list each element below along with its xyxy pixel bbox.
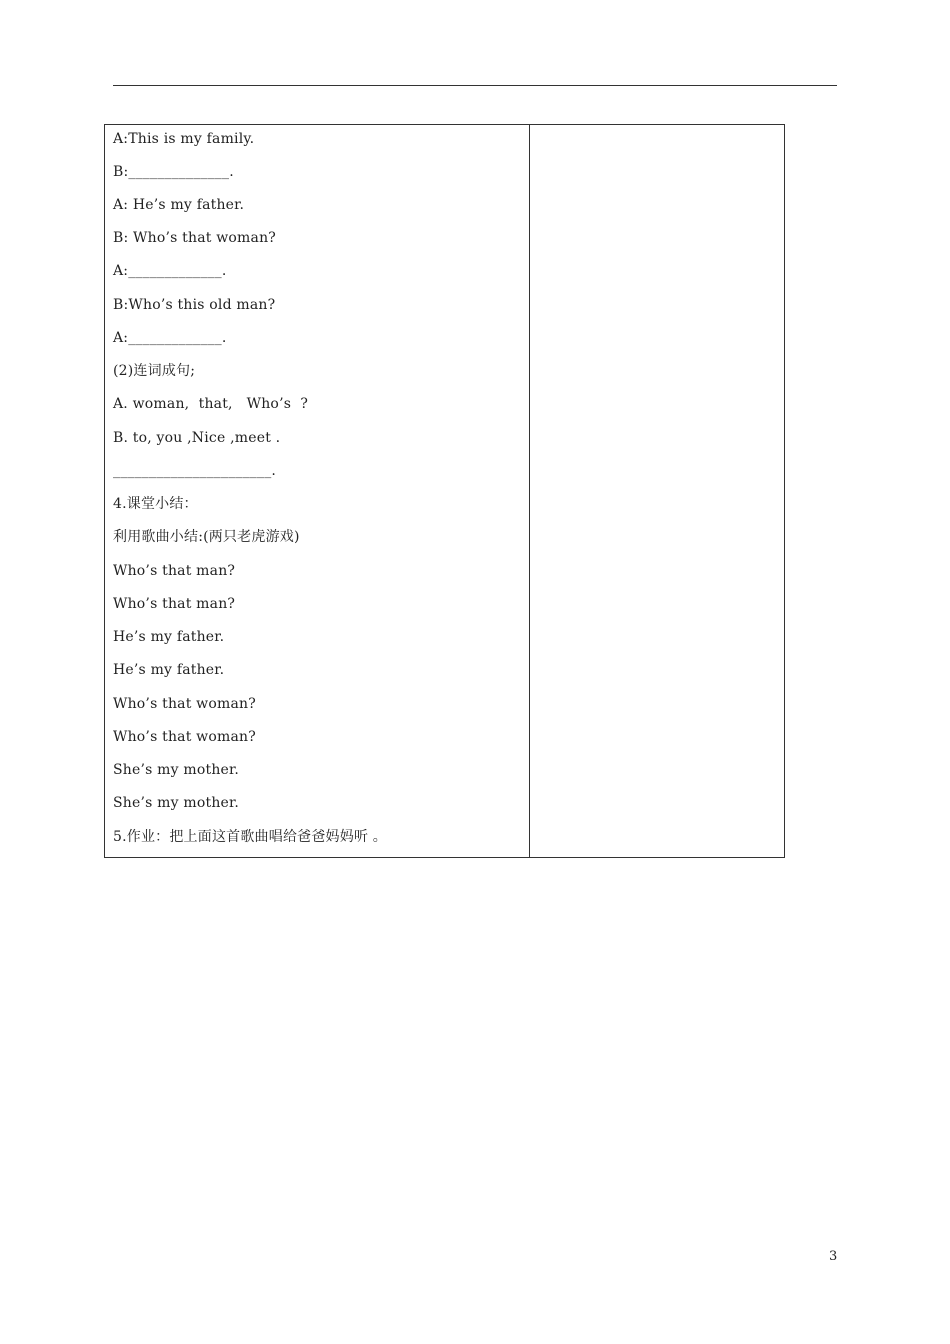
header-rule (113, 85, 837, 86)
song-line: Who’s that man? (113, 563, 236, 579)
song-line: Who’s that man? (113, 596, 236, 612)
section-text: 利用歌曲小结:(两只老虎游戏) (113, 529, 300, 545)
dialogue-line: A:This is my family. (113, 131, 255, 147)
song-line: She’s my mother. (113, 762, 240, 778)
homework-line: 5.作业：把上面这首歌曲唱给爸爸妈妈听 。 (113, 829, 388, 845)
song-line: Who’s that woman? (113, 696, 256, 712)
song-line: She’s my mother. (113, 795, 240, 811)
section-heading: 4.课堂小结： (113, 496, 198, 512)
answer-blank-line: ______________________. (113, 463, 277, 479)
exercise-heading: (2)连词成句; (113, 363, 196, 379)
dialogue-blank-line: A:_____________. (113, 330, 227, 346)
dialogue-line: B: Who’s that woman? (113, 230, 276, 246)
dialogue-line: A: He’s my father. (113, 197, 245, 213)
lesson-table (104, 124, 785, 858)
song-line: Who’s that woman? (113, 729, 256, 745)
song-line: He’s my father. (113, 662, 225, 678)
exercise-item: B. to, you ,Nice ,meet . (113, 430, 281, 446)
page-number: 3 (829, 1249, 838, 1264)
song-line: He’s my father. (113, 629, 225, 645)
exercise-item: A. woman, that, Who’s ? (113, 396, 309, 412)
dialogue-blank-line: A:_____________. (113, 263, 227, 279)
dialogue-line: B:Who’s this old man? (113, 297, 276, 313)
lesson-content-column (105, 125, 530, 857)
notes-column (530, 125, 784, 857)
dialogue-blank-line: B:______________. (113, 164, 234, 180)
